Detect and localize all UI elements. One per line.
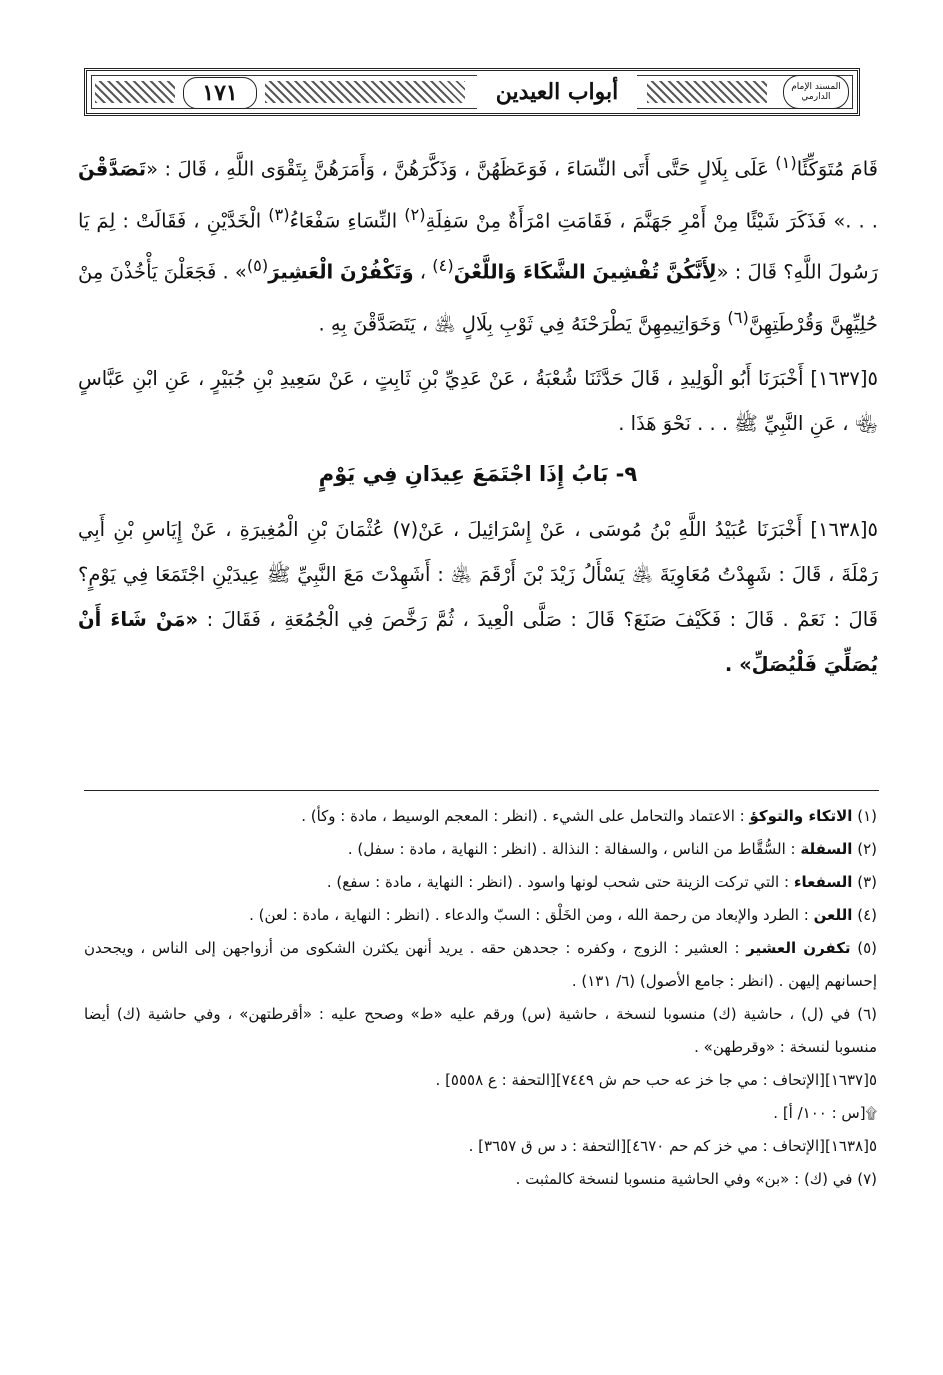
footnote-2: (٢) السفلة : السُّقَّاط من الناس ، والسفالة : النذالة . (انظر : النهاية ، مادة : سفل) . — [347, 840, 877, 858]
tahqiq-1638: ٥[١٦٣٨][الإتحاف : مي خز كم حم ٤٦٧٠][التحفة : د س ق ٣٦٥٧] . — [468, 1137, 877, 1155]
header-ornament — [265, 81, 465, 103]
seal-text: المسند الإمام الدارمي — [791, 82, 841, 102]
prophetic-quote: «مَنْ شَاءَ أَنْ يُصَلِّيَ فَلْيُصَلِّ» . — [78, 608, 878, 676]
footnote-6: (٦) في (ل) ، حاشية (ك) منسوبا لنسخة ، حاشية (س) ورقم عليه «ط» وصحح عليه : «أقرطتهن» ، وفي حاشية (ك) أيضا منسوبا لنسخة : «وقرطهن» . — [84, 1005, 877, 1056]
footnote-ref: (٦) — [727, 307, 749, 327]
footnote-divider — [84, 790, 879, 791]
manuscript-ref: ۩[س : ١٠٠/ أ] . — [773, 1104, 877, 1122]
hadith-1637: ٥[١٦٣٧] أَخْبَرَنَا أَبُو الْوَلِيدِ ، قَالَ حَدَّثَنَا شُعْبَةُ ، عَنْ عَدِيِّ بْنِ ثَابِتٍ ، عَنْ سَعِيدِ بْنِ جُبَيْرٍ ، عَنِ ابْنِ عَبَّاسٍ ﵄ ، عَنِ النَّبِيِّ ﷺ . . . نَحْوَ هَذَا . — [78, 367, 878, 435]
header-ornament — [95, 81, 175, 103]
footnote-7: (٧) في (ك) : «بن» وفي الحاشية منسوبا لنسخة كالمثبت . — [515, 1170, 877, 1188]
chapter-heading: ٩- بَابُ إِذَا اجْتَمَعَ عِيدَانِ فِي يَوْمٍ — [318, 462, 638, 486]
footnote-ref: (٤) — [432, 256, 454, 275]
footnote-ref: (٣) — [268, 204, 290, 224]
page-header — [84, 68, 860, 116]
footnote-ref: (٢) — [404, 204, 426, 224]
running-title: أبواب العيدين — [477, 74, 637, 110]
main-text — [78, 140, 878, 687]
footnote-1: (١) الاتكاء والتوكؤ : الاعتماد والتحامل على الشيء . (انظر : المعجم الوسيط ، مادة : وكأ) . — [301, 807, 877, 825]
footnote-ref: (١) — [775, 153, 797, 172]
page-number: ١٧١ — [183, 77, 257, 109]
footnotes — [84, 800, 877, 1196]
tahqiq-1637: ٥[١٦٣٧][الإتحاف : مي جا خز عه حب حم ش ٧٤٤٩][التحفة : ع ٥٥٥٨] . — [435, 1071, 877, 1089]
hadith-1638: ٥[١٦٣٨] أَخْبَرَنَا عُبَيْدُ اللَّهِ بْنُ مُوسَى ، عَنْ إِسْرَائِيلَ ، عَنْ(٧) عُثْمَانَ بْنِ الْمُغِيرَةِ ، عَنْ إِيَاسِ بْنِ أَبِي رَمْلَةَ ، قَالَ : شَهِدْتُ مُعَاوِيَةَ ﵁ يَسْأَلُ زَيْدَ بْنَ أَرْقَمَ ﵁ : أَشَهِدْتَ مَعَ النَّبِيِّ ﷺ عِيدَيْنِ اجْتَمَعَا فِي يَوْمٍ؟ قَالَ : نَعَمْ . قَالَ : فَكَيْفَ صَنَعَ؟ قَالَ : صَلَّى الْعِيدَ ، ثُمَّ رَخَّصَ فِي الْجُمُعَةِ ، فَقَالَ : «مَنْ شَاءَ أَنْ يُصَلِّيَ فَلْيُصَلِّ» . — [78, 518, 878, 676]
book-seal-logo — [783, 75, 849, 109]
header-ornament — [647, 81, 767, 103]
footnote-4: (٤) اللعن : الطرد والإبعاد من رحمة الله ، ومن الخَلْق : السبّ والدعاء . (انظر : النهاية ، مادة : لعن) . — [249, 906, 877, 924]
footnote-ref: (٥) — [246, 256, 269, 275]
paragraph-continuation: قَامَ مُتَوَكِّئًا$^{(١)}$ عَلَى بِلَالٍ حَتَّى أَتَى النِّسَاءَ ، فَوَعَظَهُنَّ ، وَذَكَّرَهُنَّ ، وَأَمَرَهُنَّ بِتَقْوَى اللَّهِ ، قَالَ : «تَصَدَّقْنَ . . .» فَذَكَرَ شَيْئًا مِنْ أَمْرِ جَهَنَّمَ ، فَقَامَتِ امْرَأَةٌ مِنْ سَفِلَةِ$^{(٢)}$ النِّسَاءِ سَفْعَاءُ$^{(٣)}$ الْخَدَّيْنِ ، فَقَالَتْ : لِمَ يَا رَسُولَ اللَّهِ؟ قَالَ : «لِأَنَّكُنَّ تُفْشِينَ الشَّكَاءَ وَاللَّعْنَ$^{(٤)}$ ، وَتَكْفُرْنَ الْعَشِيرَ$^{(٥)}$» . فَجَعَلْنَ يَأْخُذْنَ مِنْ حُلِيِّهِنَّ وَقُرْطَتِهِنَّ$^{(٦)}$ وَخَوَاتِيمِهِنَّ يَطْرَحْنَهُ فِي ثَوْبِ بِلَالٍ ﵁ ، يَتَصَدَّقْنَ بِهِ . — [78, 153, 879, 335]
footnote-5: (٥) تكفرن العشير : العشير : الزوج ، وكفره : جحدهن حقه . يريد أنهن يكثرن الشكوى من أزواجهن إلى الناس ، ويجحدن إحسانهم إليهن . (انظر : جامع الأصول) (٦/ ١٣١) . — [84, 939, 877, 990]
footnote-3: (٣) السفعاء : التي تركت الزينة حتى شحب لونها واسود . (انظر : النهاية ، مادة : سفع) . — [326, 873, 877, 891]
